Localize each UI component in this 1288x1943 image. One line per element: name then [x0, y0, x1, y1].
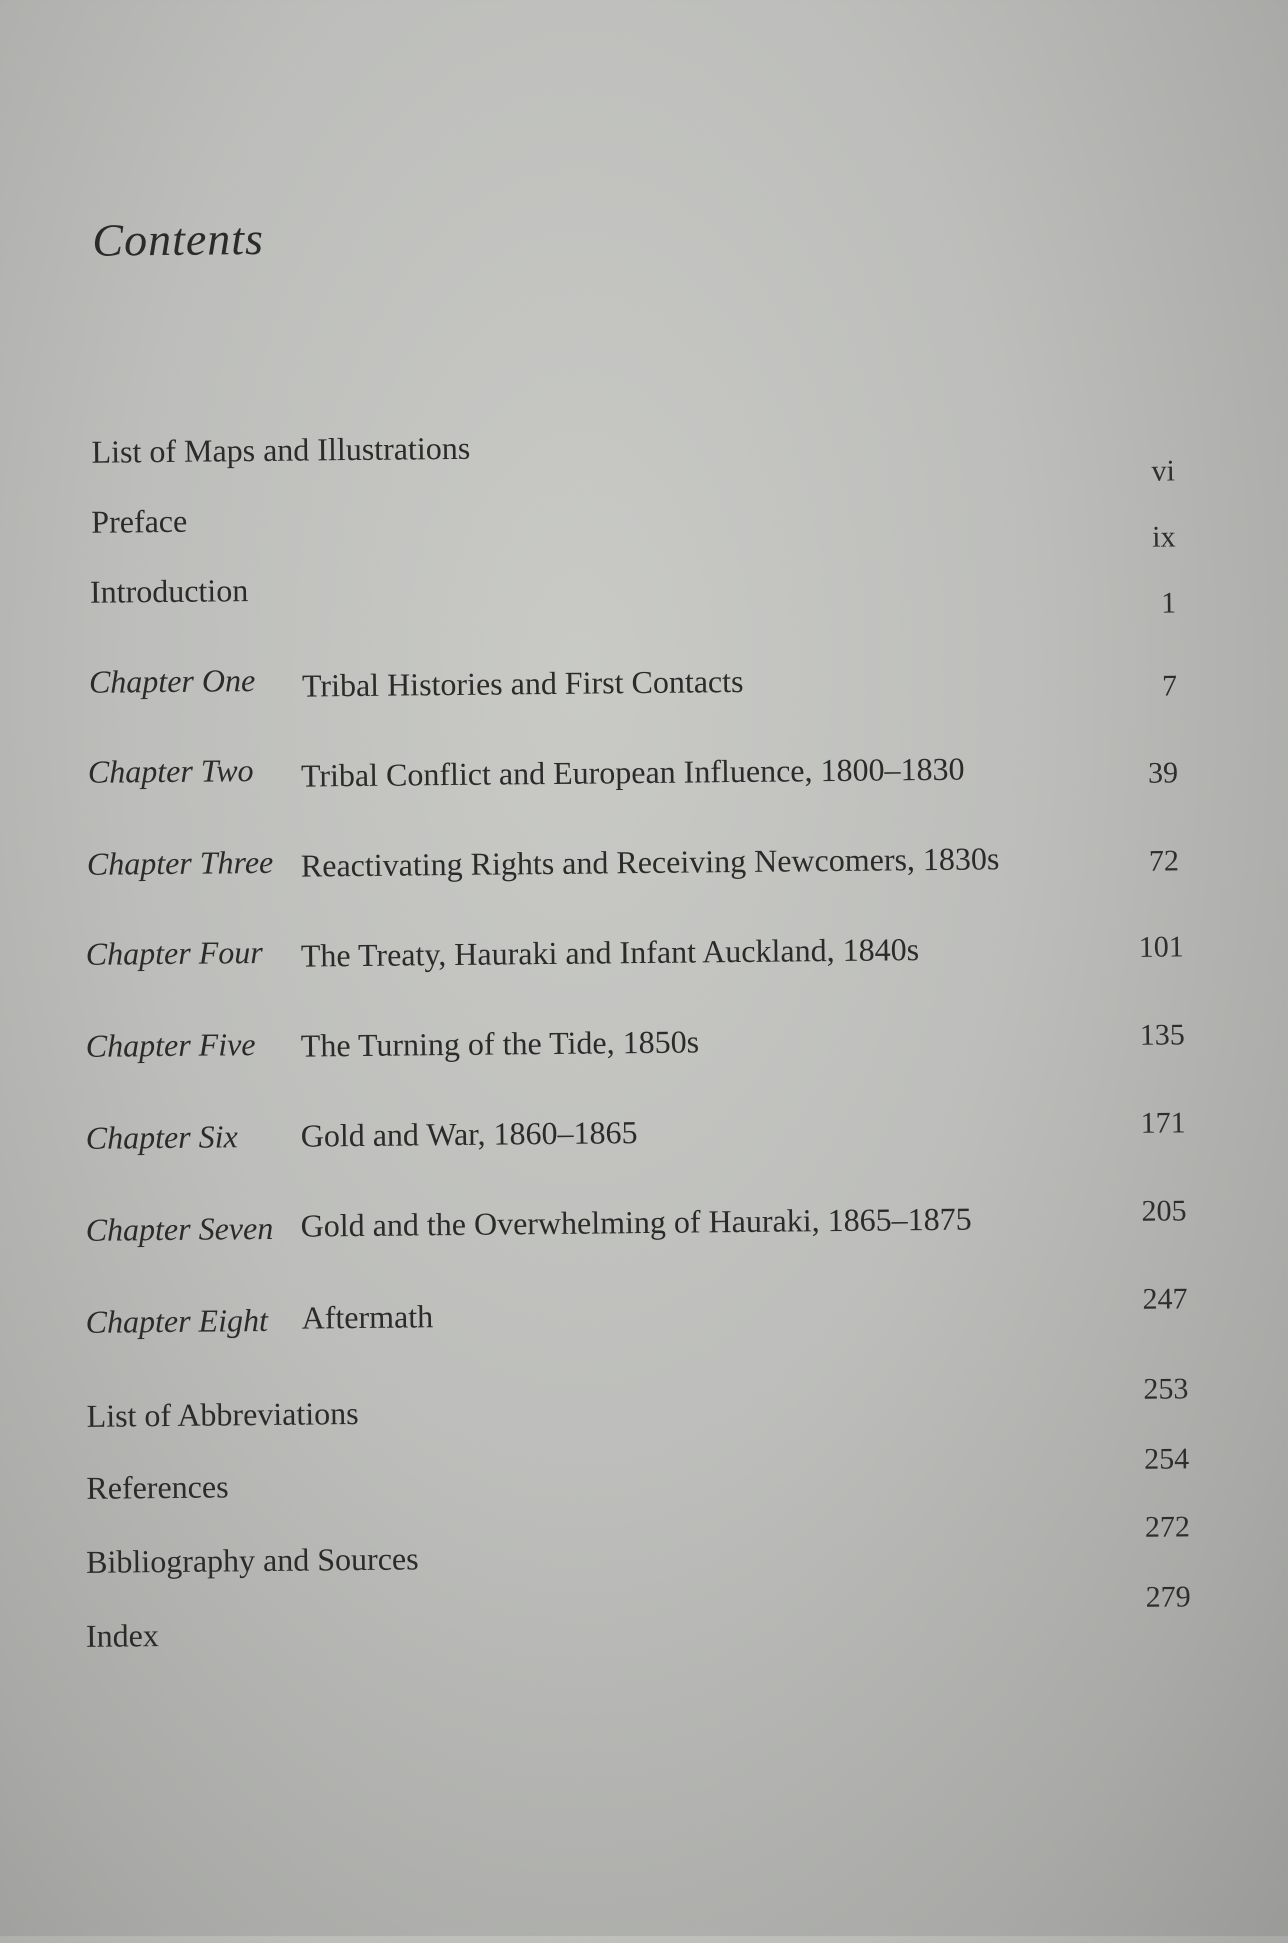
- chapter-page: 7: [1161, 669, 1178, 703]
- chapter-label: Chapter Three: [86, 843, 274, 882]
- toc-entry-title: List of Maps and Illustrations: [91, 429, 471, 470]
- chapter-title: The Treaty, Hauraki and Infant Auckland, 1840s: [300, 931, 920, 974]
- chapter-page: 171: [1140, 1106, 1186, 1140]
- chapter-label: Chapter Two: [87, 752, 254, 790]
- chapter-page: 135: [1139, 1018, 1185, 1052]
- chapter-title: The Turning of the Tide, 1850s: [300, 1023, 700, 1064]
- chapter-title: Tribal Histories and First Contacts: [301, 662, 744, 704]
- toc-entry-title: Introduction: [89, 572, 249, 610]
- toc-entry-title: Index: [85, 1617, 160, 1654]
- toc-entry-title: References: [86, 1468, 229, 1506]
- chapter-label: Chapter Eight: [85, 1301, 269, 1340]
- chapter-page: 72: [1148, 844, 1180, 878]
- chapter-page: 39: [1147, 756, 1179, 790]
- chapter-label: Chapter Four: [85, 933, 263, 972]
- toc-entry-page: vi: [1151, 454, 1175, 488]
- chapter-label: Chapter Seven: [85, 1209, 274, 1248]
- toc-entry-page: 279: [1145, 1580, 1191, 1614]
- toc-entry-title: List of Abbreviations: [86, 1395, 359, 1434]
- chapter-title: Gold and the Overwhelming of Hauraki, 1865–1875: [300, 1200, 972, 1244]
- chapter-title: Gold and War, 1860–1865: [300, 1114, 638, 1154]
- chapter-page: 101: [1138, 930, 1184, 964]
- chapter-title: Tribal Conflict and European Influence, 1800–1830: [300, 750, 965, 794]
- chapter-title: Aftermath: [301, 1298, 434, 1336]
- toc-entry-page: ix: [1151, 520, 1176, 554]
- toc-entry-page: 1: [1161, 586, 1177, 620]
- chapter-label: Chapter Six: [85, 1118, 238, 1156]
- toc-entry-title: Preface: [91, 502, 188, 540]
- toc-entry-page: 254: [1143, 1442, 1190, 1476]
- toc-entry-page: 253: [1143, 1372, 1189, 1406]
- chapter-page: 205: [1141, 1194, 1187, 1228]
- chapter-title: Reactivating Rights and Receiving Newcomers, 1830s: [300, 840, 1000, 884]
- chapter-label: Chapter One: [88, 662, 256, 700]
- toc-entry-title: Bibliography and Sources: [85, 1540, 419, 1580]
- page-title: Contents: [92, 212, 265, 266]
- toc-entry-page: 272: [1144, 1510, 1191, 1544]
- chapter-page: 247: [1142, 1282, 1188, 1316]
- chapter-label: Chapter Five: [85, 1026, 256, 1064]
